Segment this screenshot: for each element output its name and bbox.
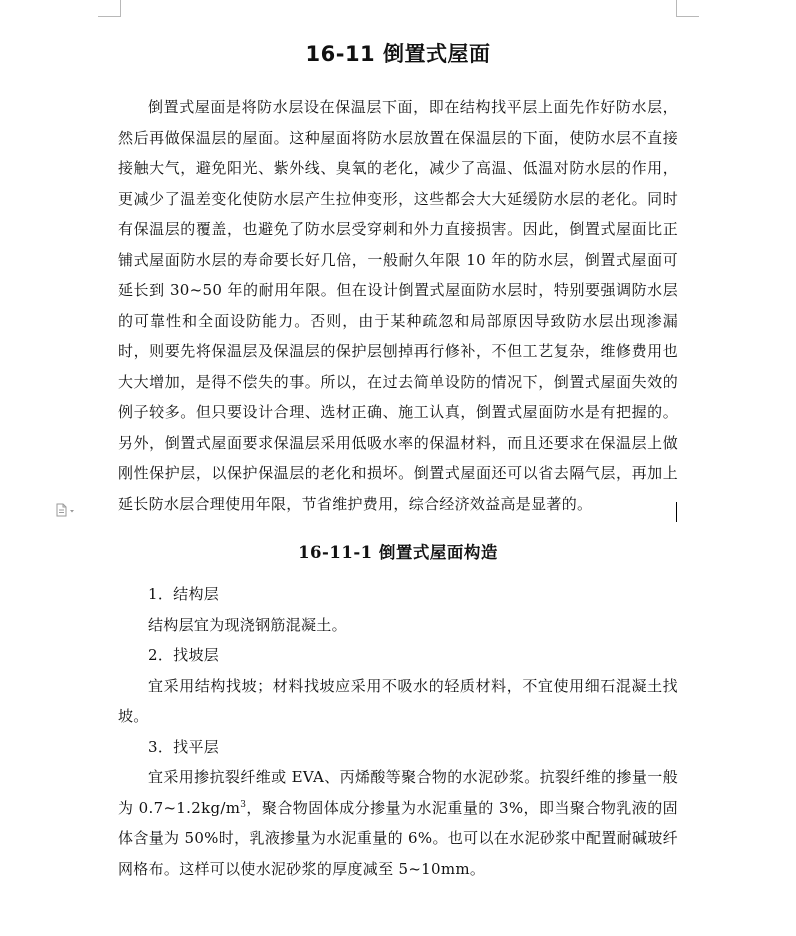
document-page[interactable] [118,36,678,884]
section-structure-layer [118,579,678,640]
page-corner-mark-right [676,0,699,17]
intro-paragraph: 倒置式屋面是将防水层设在保温层下面，即在结构找平层上面先作好防水层，然后再做保温层的屋面。这种屋面将防水层放置在保温层的下面，使防水层不直接接触大气，避免阳光、紫外线、臭氧的老化，减少了高温、低温对防水层的作用，更减少了温差变化使防水层产生拉伸变形，这些都会大大延缓防水层的老化。同时有保温层的覆盖，也避免了防水层受穿刺和外力直接损害。因此，倒置式屋面比正铺式屋面防水层的寿命要长好几倍，一般耐久年限 10 年的防水层，倒置式屋面可延长到 30~50 年的耐用年限。但在设计倒置式屋面防水层时，特别要强调防水层的可靠性和全面设防能力。否则，由于某种疏忽和局部原因导致防水层出现渗漏时，则要先将保温层及保温层的保护层刨掉再行修补，不但工艺复杂，维修费用也大大增加，是得不偿失的事。所以，在过去简单设防的情况下，倒置式屋面失效的例子较多。但只要设计合理、选材正确、施工认真，倒置式屋面防水是有把握的。另外，倒置式屋面要求保温层采用低吸水率的保温材料，而且还要求在保温层上做刚性保护层，以保护保温层的老化和损坏。倒置式屋面还可以省去隔气层，再加上延长防水层合理使用年限，节省维护费用，综合经济效益高是显著的。 [118,98,678,513]
section-heading: 3．找平层 [148,737,220,756]
body-text-after: ，聚合物固体成分掺量为水泥重量的 3%，即当聚合物乳液的固体含量为 50%时，乳液掺量为水泥重量的 6%。也可以在水泥砂浆中配置耐碱玻纤网格布。这样可以使水泥砂浆的厚度减至 5~10mm。 [118,798,678,878]
section-body: 宜采用结构找坡；材料找坡应采用不吸水的轻质材料，不宜使用细石混凝土找坡。 [118,676,678,725]
text-cursor [676,502,677,522]
page-title: 16-11 倒置式屋面 [305,42,491,66]
section-body [118,762,678,884]
body-text-before: 宜采用掺抗裂纤维或 EVA、丙烯酸等聚合物的水泥砂浆。抗裂纤维的掺量一般为 0.7~1.2kg/m [118,768,678,817]
section-heading: 2．找坡层 [148,646,220,664]
superscript: 3 [240,799,247,810]
section-title: 16-11-1 倒置式屋面构造 [298,543,498,562]
page-corner-mark-left [98,0,121,17]
section-leveling-layer [118,732,678,885]
document-icon[interactable] [55,503,77,517]
section-slope-layer [118,640,678,732]
section-body: 结构层宜为现浇钢筋混凝土。 [148,615,347,634]
section-heading: 1．结构层 [148,585,220,603]
